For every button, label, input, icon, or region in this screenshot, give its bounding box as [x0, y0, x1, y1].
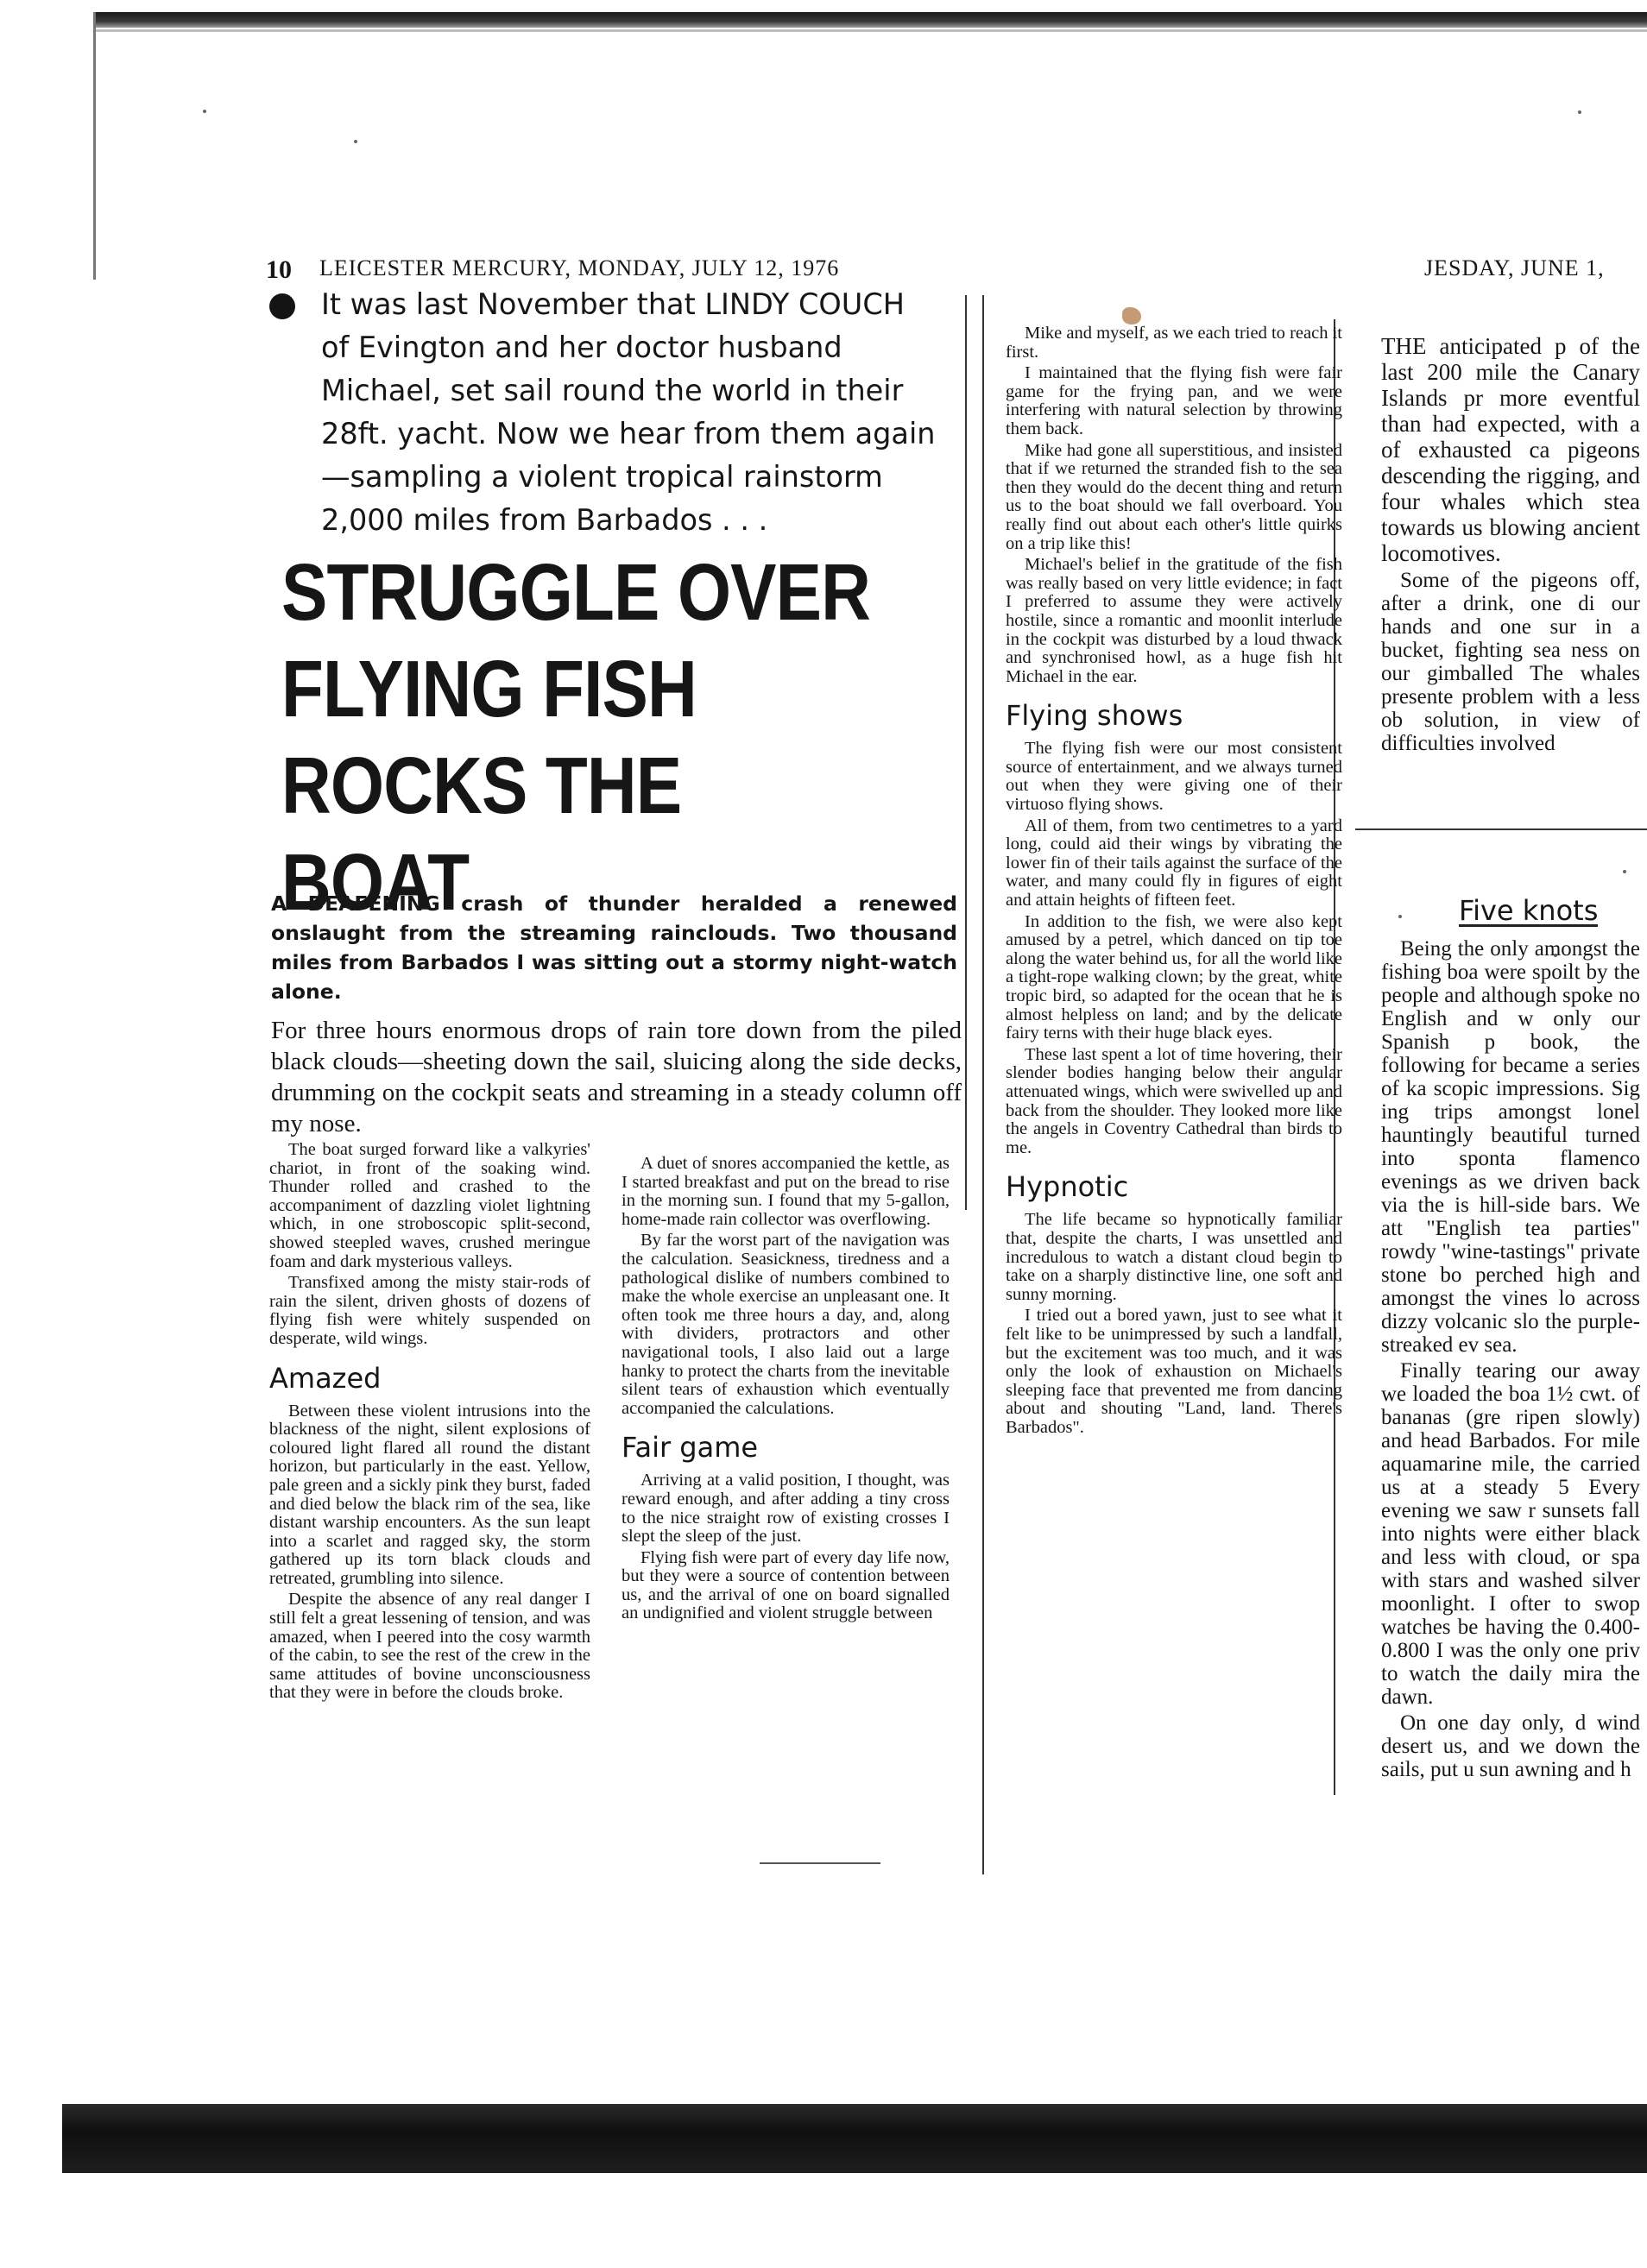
article-intro: It was last November that LINDY COUCH of Evington and her doctor husband Michael, set sail round the world in their 28ft. yacht. Now we hear from them again —sampling a violent tropical rainstorm 2,000 miles from Barbados . . .: [321, 287, 936, 537]
article-column-1: [269, 1141, 590, 1705]
paragraph: Mike and myself, as we each tried to reach it first.: [1006, 324, 1342, 362]
article-standfirst: A DEAFENING crash of thunder heralded a renewed onslaught from the streaming rainclouds. Two thousand miles from Barbados I was sitting out a stormy night-watch alone.: [271, 891, 957, 1004]
subheading-hypnotic: Hypnotic: [1006, 1170, 1129, 1204]
subheading-flying-shows: Flying shows: [1006, 699, 1183, 733]
paragraph: Despite the absence of any real danger I still felt a great lessening of tension, and was amazed, when I peered into the cosy warmth of the cabin, to see the rest of the crew in the same attitudes of bovine unconsciousness that they were in before the clouds broke.: [269, 1590, 590, 1703]
paragraph: Michael's belief in the gratitude of the fish was really based on very little evidence; in fact I preferred to assume they were actively hostile, since a romantic and moonlit interlude in the cockpit was disturbed by a loud thwack and synchronised howl, as a huge fish hit Michael in the ear.: [1006, 555, 1342, 686]
paragraph: THE anticipated p of the last 200 mile the Canary Islands pr more eventful than had expected, with a of exhausted ca pigeons descending the rigging, and four whales which stea towards us blowing ancient locomotives.: [1381, 333, 1640, 566]
paragraph: I tried out a bored yawn, just to see what it felt like to be unimpressed by such a landfall, but the excitement was too much, and it was only the look of exhaustion on Michael's sleeping face that prevented me from dancing about and shouting "Land, land. There's Barbados".: [1006, 1306, 1342, 1437]
speck: [354, 140, 357, 143]
scan-edge-left: [93, 12, 96, 280]
paragraph: I maintained that the flying fish were fair game for the frying pan, and we were interfering with natural selection by throwing them back.: [1006, 363, 1342, 438]
scan-line-top: [95, 29, 1647, 32]
paragraph: The boat surged forward like a valkyries' chariot, in front of the soaking wind. Thunder rolled and crashed to the accompaniment of dazzling violet lightning which, in one stroboscopic split-second, showed steepled waves, crushed meringue foam and dark mysterious valleys.: [269, 1140, 590, 1271]
paragraph: Between these violent intrusions into the blackness of the night, silent explosions of coloured light flared all round the distant horizon, but particularly in the east. Yellow, pale green and a sickly pink they burst, faded and died below the black rim of the sea, like distant warship encounters. As the sun leapt into a scarlet and ragged sky, the storm gathered up its torn black clouds and retreated, grumbling into silence.: [269, 1401, 590, 1588]
paragraph: Being the only amongst the fishing boa were spoilt by the people and although spoke no English and w only our Spanish p book, the following for became a series of ka scopic impressions. Sig ing trips amongst lonel hauntingly beautiful turned into sponta flamenco evenings as we driven back via the is hill-side bars. We att "English tea parties" rowdy "wine-tastings" private stone bo perched high and amongst the vines lo across dizzy volcanic slo the purple-streaked ev sea.: [1381, 936, 1640, 1357]
paragraph: These last spent a lot of time hovering, their slender bodies hanging below their angular attenuated wings, which were swivelled up and back from the shoulder. They looked more like the angels in Coventry Cathedral than birds to me.: [1006, 1044, 1342, 1157]
paragraph: Some of the pigeons off, after a drink, one di our hands and one sur in a bucket, fighting sea ness on our gimballed The whales presente problem with a less ob solution, in view of difficulties involved: [1381, 569, 1640, 755]
paragraph: Transfixed among the misty stair-rods of rain the silent, driven ghosts of dozens of flying fish were whitely suspended on desperate, wild wings.: [269, 1273, 590, 1348]
column-end-rule: [760, 1862, 880, 1864]
paragraph: The flying fish were our most consistent source of entertainment, and we always turned out when they were giving one of their virtuoso flying shows.: [1006, 739, 1342, 815]
article-column-2: [622, 1155, 950, 1626]
scan-edge-bottom: [62, 2104, 1647, 2173]
paragraph: Finally tearing our away we loaded the boa 1½ cwt. of bananas (gre ripen slowly) and head Barbados. For mile aquamarine mile, the carried us at a steady 5 Every evening we saw r sunsets fall into nights were either black and less with cloud, or spa with stars and washed silver moonlight. I ofter to swop watches be having the 0.400-0.800 I was the only one priv to watch the daily mira the dawn.: [1381, 1358, 1640, 1709]
paragraph: Arriving at a valid position, I thought, was reward enough, and after adding a tiny cross to the nice straight row of existing crosses I slept the sleep of the just.: [622, 1471, 950, 1547]
article-headline: STRUGGLE OVER FLYING FISH ROCKS THE BOAT: [281, 547, 871, 927]
paragraph: All of them, from two centimetres to a yard long, could aid their wings by vibrating the lower fin of their tails against the surface of the water, and many could fly in figures of eight and attain heights of fifteen feet.: [1006, 816, 1342, 910]
column-rule: [982, 295, 984, 1874]
paragraph: By far the worst part of the navigation was the calculation. Seasickness, tiredness and a pathological dislike of numbers combined to make the whole exercise an unpleasant one. It often took me three hours a day, and, along with dividers, protractors and other navigational tools, I also laid out a large hanky to protect the charts from the inevitable silent tears of exhaustion which eventually accompanied the calculations.: [622, 1231, 950, 1418]
paragraph: Flying fish were part of every day life now, but they were a source of contention between us, and the arrival of one on board signalled an undignified and violent struggle between: [622, 1547, 950, 1623]
page-number: 10: [266, 255, 292, 284]
paragraph: The life became so hypnotically familiar that, despite the charts, I was unsettled and incredulous to watch a distant cloud begin to take on a sharply distinctive line, one soft and sunny morning.: [1006, 1210, 1342, 1304]
paragraph: Mike had gone all superstitious, and insisted that if we returned the stranded fish to the sea then they would do the decent thing and return us to the boat should we fall overboard. You really find out about each other's little quirks on a trip like this!: [1006, 440, 1342, 553]
scan-edge-top: [95, 12, 1647, 28]
speck: [203, 110, 206, 113]
subheading-fair-game: Fair game: [622, 1431, 759, 1465]
column-rule: [965, 295, 967, 1210]
subheading-wrapper: [1459, 894, 1640, 927]
paragraph: A duet of snores accompanied the kettle, as I started breakfast and put on the bread to rise in the morning sun. I found that my 5-gallon, home-made rain collector was overflowing.: [622, 1154, 950, 1229]
bullet-icon: [269, 293, 295, 319]
paper-stain: [1122, 307, 1141, 324]
paragraph: In addition to the fish, we were also kept amused by a petrel, which danced on tip toe along the water behind us, for all the world like a tight-rope walking clown; by the great, white tropic bird, so adapted for the ocean that he is almost helpless on land; and by the delicate fairy terns with their huge black eyes.: [1006, 911, 1342, 1043]
subheading-five-knots: Five knots: [1459, 894, 1599, 927]
adjacent-article-column: [1381, 333, 1640, 2025]
paragraph: On one day only, d wind desert us, and we down the sails, put u sun awning and h: [1381, 1710, 1640, 1781]
article-lead-paragraph: For three hours enormous drops of rain tore down from the piled black clouds—sheeting down the sail, sluicing along the side decks, drumming on the cockpit seats and streaming in a steady column off my nose.: [271, 1017, 962, 1137]
adjacent-page-date: JESDAY, JUNE 1,: [1424, 255, 1605, 280]
publication-line: LEICESTER MERCURY, MONDAY, JULY 12, 1976: [319, 255, 840, 280]
speck: [1578, 110, 1581, 114]
article-column-3: [1006, 324, 1342, 1440]
subheading-amazed: Amazed: [269, 1361, 382, 1395]
